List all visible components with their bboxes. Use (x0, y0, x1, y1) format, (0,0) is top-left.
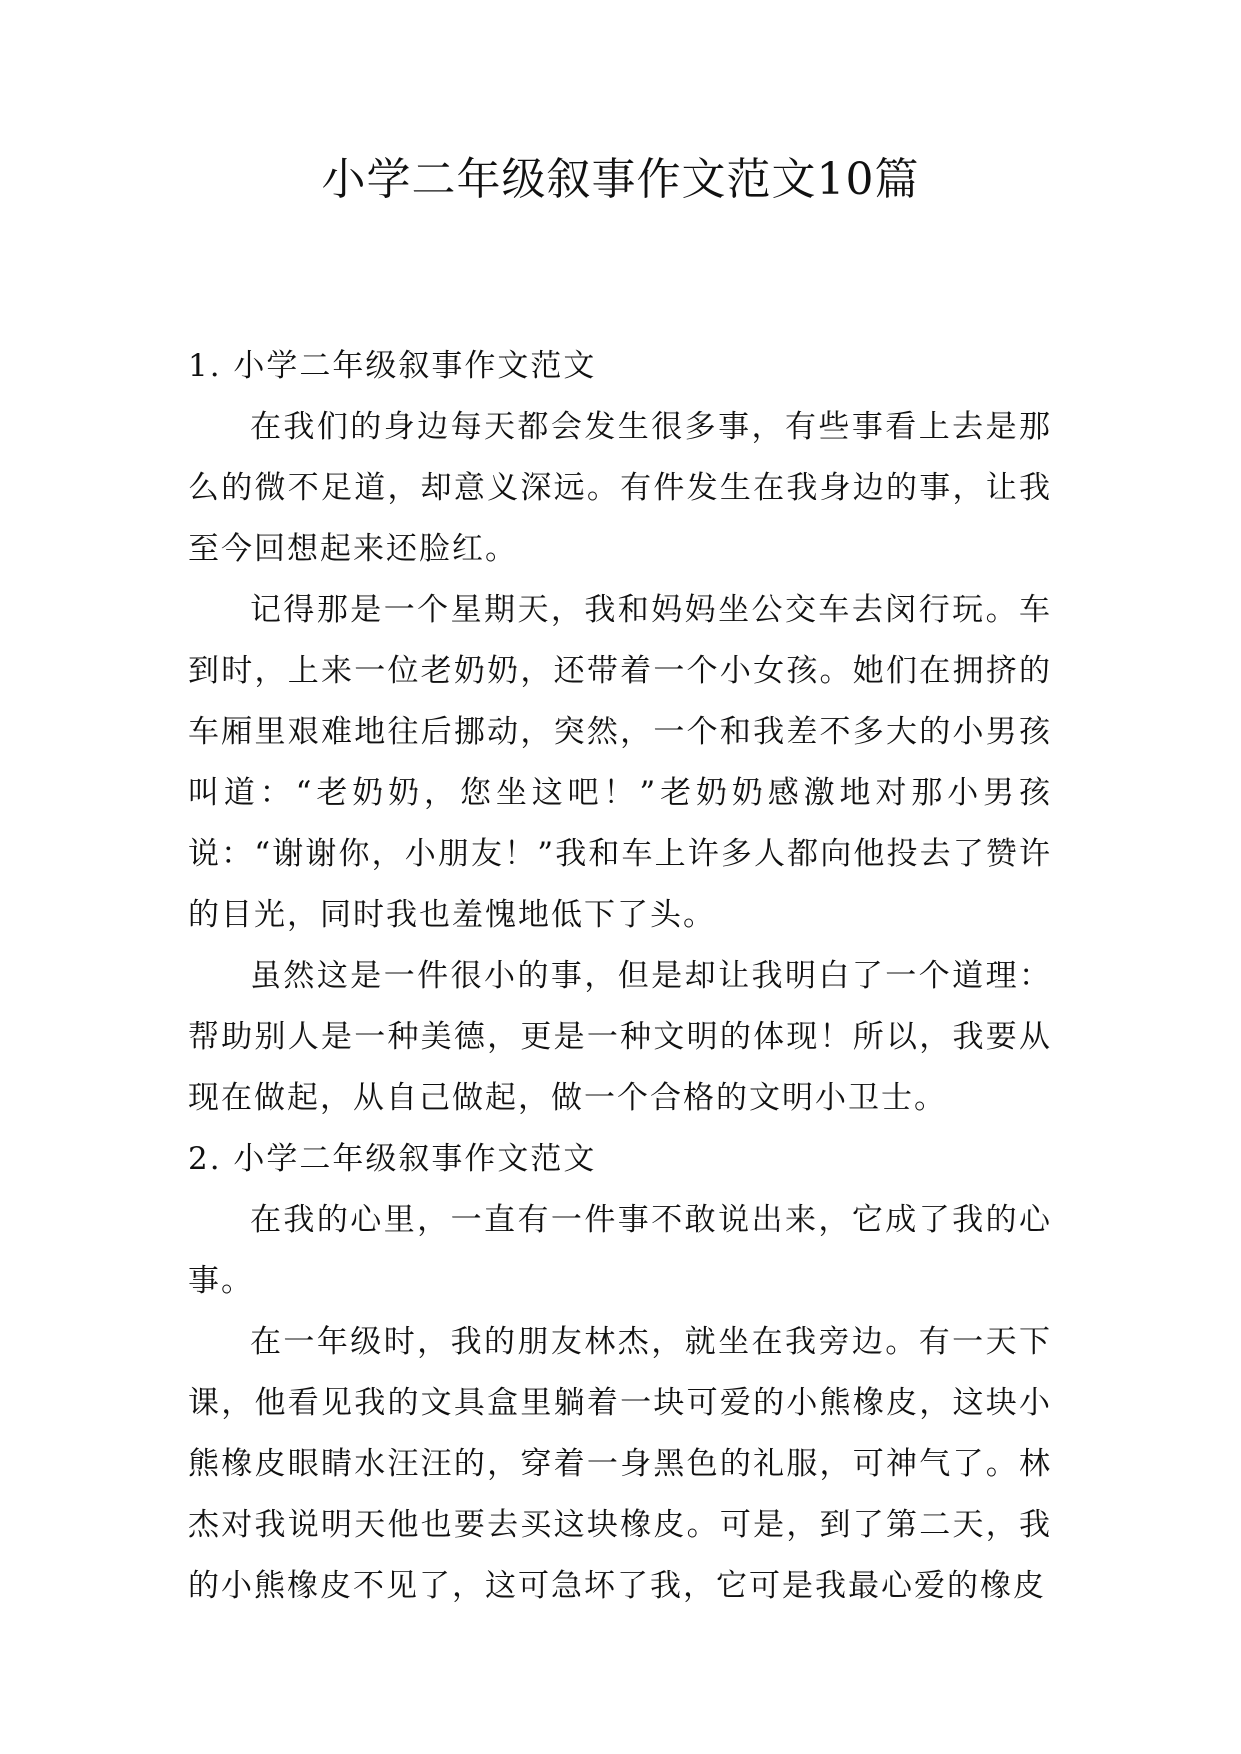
paragraph: 在我的心里，一直有一件事不敢说出来，它成了我的心事。 (188, 1202, 1052, 1299)
essay-section-1 (188, 336, 1052, 1129)
section-heading: 1. 小学二年级叙事作文范文 (188, 348, 597, 384)
page-title: 小学二年级叙事作文范文10篇 (321, 154, 920, 205)
paragraph: 记得那是一个星期天，我和妈妈坐公交车去闵行玩。车到时，上来一位老奶奶，还带着一个小女孩。她们在拥挤的车厢里艰难地往后挪动，突然，一个和我差不多大的小男孩叫道：“老奶奶，您坐这吧！”老奶奶感激地对那小男孩说：“谢谢你，小朋友！”我和车上许多人都向他投去了赞许的目光，同时我也羞愧地低下了头。 (188, 592, 1052, 933)
paragraph: 在我们的身边每天都会发生很多事，有些事看上去是那么的微不足道，却意义深远。有件发生在我身边的事，让我至今回想起来还脸红。 (188, 409, 1052, 567)
document-body (188, 336, 1052, 1617)
essay-section-2 (188, 1129, 1052, 1617)
section-heading: 2. 小学二年级叙事作文范文 (188, 1141, 597, 1177)
paragraph: 虽然这是一件很小的事，但是却让我明白了一个道理：帮助别人是一种美德，更是一种文明的体现！所以，我要从现在做起，从自己做起，做一个合格的文明小卫士。 (188, 958, 1052, 1116)
paragraph: 在一年级时，我的朋友林杰，就坐在我旁边。有一天下课，他看见我的文具盒里躺着一块可爱的小熊橡皮，这块小熊橡皮眼睛水汪汪的，穿着一身黑色的礼服，可神气了。林杰对我说明天他也要去买这块橡皮。可是，到了第二天，我的小熊橡皮不见了，这可急坏了我，它可是我最心爱的橡皮 (188, 1324, 1052, 1604)
